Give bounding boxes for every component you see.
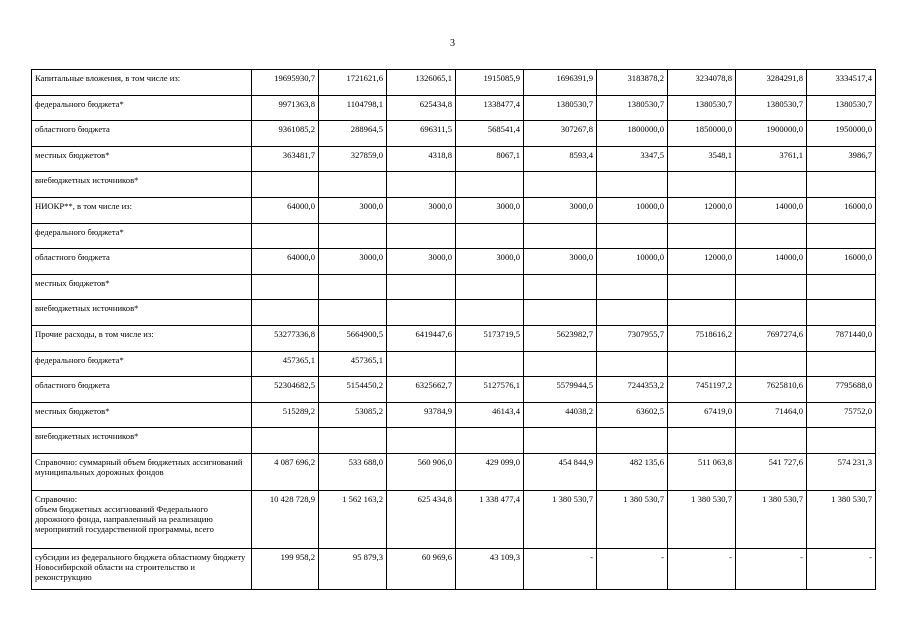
value-cell: 560 906,0	[387, 453, 456, 490]
row-label: Капитальные вложения, в том числе из:	[32, 70, 252, 96]
value-cell: 568541,4	[456, 121, 524, 147]
value-cell: 574 231,3	[807, 453, 876, 490]
row-label: областного бюджета	[32, 377, 252, 403]
value-cell: 14000,0	[736, 249, 807, 275]
value-cell: -	[668, 548, 736, 589]
row-label: НИОКР**, в том числе из:	[32, 197, 252, 223]
value-cell: 696311,5	[387, 121, 456, 147]
value-cell	[736, 223, 807, 249]
value-cell: 1338477,4	[456, 95, 524, 121]
value-cell	[456, 351, 524, 377]
table-row	[32, 402, 876, 428]
value-cell: 511 063,8	[668, 453, 736, 490]
value-cell	[252, 172, 319, 198]
value-cell: 7244353,2	[597, 377, 668, 403]
budget-table	[31, 69, 876, 590]
value-cell: 4 087 696,2	[252, 453, 319, 490]
value-cell	[252, 428, 319, 454]
row-label: федерального бюджета*	[32, 223, 252, 249]
value-cell: 7518616,2	[668, 325, 736, 351]
value-cell: -	[524, 548, 597, 589]
value-cell: 5579944,5	[524, 377, 597, 403]
value-cell: 1 338 477,4	[456, 490, 524, 548]
value-cell: 3334517,4	[807, 70, 876, 96]
value-cell	[668, 428, 736, 454]
row-label: внебюджетных источников*	[32, 300, 252, 326]
value-cell: 199 958,2	[252, 548, 319, 589]
value-cell	[807, 351, 876, 377]
value-cell: 1850000,0	[668, 121, 736, 147]
value-cell: 533 688,0	[319, 453, 387, 490]
value-cell	[736, 274, 807, 300]
value-cell	[456, 428, 524, 454]
value-cell: 3347,5	[597, 146, 668, 172]
row-label: Справочно: суммарный объем бюджетных ассигнований муниципальных дорожных фондов	[32, 453, 252, 490]
value-cell	[387, 172, 456, 198]
value-cell: 10 428 728,9	[252, 490, 319, 548]
value-cell: 1 380 530,7	[736, 490, 807, 548]
value-cell: 5154450,2	[319, 377, 387, 403]
value-cell: 1800000,0	[597, 121, 668, 147]
value-cell	[807, 274, 876, 300]
table-row	[32, 249, 876, 275]
value-cell	[456, 172, 524, 198]
page-number: 3	[450, 38, 455, 49]
value-cell: 5623982,7	[524, 325, 597, 351]
value-cell: 515289,2	[252, 402, 319, 428]
table-row	[32, 377, 876, 403]
table-row	[32, 428, 876, 454]
value-cell: 541 727,6	[736, 453, 807, 490]
value-cell: 8067,1	[456, 146, 524, 172]
value-cell: 10000,0	[597, 197, 668, 223]
value-cell: 93784,9	[387, 402, 456, 428]
value-cell: 457365,1	[319, 351, 387, 377]
value-cell	[387, 300, 456, 326]
table-row	[32, 121, 876, 147]
value-cell	[524, 428, 597, 454]
value-cell: 1 562 163,2	[319, 490, 387, 548]
value-cell: 7451197,2	[668, 377, 736, 403]
value-cell: 6325662,7	[387, 377, 456, 403]
table-row	[32, 146, 876, 172]
value-cell	[807, 223, 876, 249]
value-cell	[597, 351, 668, 377]
table-row	[32, 197, 876, 223]
table-row	[32, 172, 876, 198]
table-row	[32, 95, 876, 121]
row-label: Прочие расходы, в том числе из:	[32, 325, 252, 351]
value-cell: 1380530,7	[668, 95, 736, 121]
value-cell: 327859,0	[319, 146, 387, 172]
value-cell	[456, 274, 524, 300]
value-cell	[387, 351, 456, 377]
value-cell	[524, 300, 597, 326]
value-cell: 60 969,6	[387, 548, 456, 589]
value-cell: 1380530,7	[524, 95, 597, 121]
value-cell: 44038,2	[524, 402, 597, 428]
value-cell: 3986,7	[807, 146, 876, 172]
value-cell: 5664900,5	[319, 325, 387, 351]
table-row	[32, 223, 876, 249]
value-cell: 64000,0	[252, 197, 319, 223]
value-cell: 53277336,8	[252, 325, 319, 351]
value-cell: 71464,0	[736, 402, 807, 428]
value-cell: 5127576,1	[456, 377, 524, 403]
value-cell	[807, 300, 876, 326]
value-cell: 7795688,0	[807, 377, 876, 403]
value-cell: 1721621,6	[319, 70, 387, 96]
value-cell: 7871440,0	[807, 325, 876, 351]
value-cell: 16000,0	[807, 249, 876, 275]
value-cell: 4318,8	[387, 146, 456, 172]
value-cell	[597, 300, 668, 326]
value-cell: 1326065,1	[387, 70, 456, 96]
table-row	[32, 325, 876, 351]
value-cell: 43 109,3	[456, 548, 524, 589]
value-cell	[387, 223, 456, 249]
value-cell: 3000,0	[456, 249, 524, 275]
value-cell: 52304682,5	[252, 377, 319, 403]
value-cell: 3000,0	[387, 249, 456, 275]
value-cell	[736, 172, 807, 198]
row-label: местных бюджетов*	[32, 146, 252, 172]
row-label: областного бюджета	[32, 121, 252, 147]
table-row	[32, 351, 876, 377]
value-cell	[319, 300, 387, 326]
value-cell: 1696391,9	[524, 70, 597, 96]
value-cell: 3000,0	[524, 197, 597, 223]
row-label: местных бюджетов*	[32, 274, 252, 300]
value-cell	[524, 223, 597, 249]
table-row	[32, 453, 876, 490]
value-cell: 3000,0	[524, 249, 597, 275]
value-cell	[736, 351, 807, 377]
value-cell	[456, 300, 524, 326]
value-cell: -	[736, 548, 807, 589]
value-cell: 5173719,5	[456, 325, 524, 351]
row-label: субсидии из федерального бюджета областному бюджету Новосибирской области на строительство и реконструкцию	[32, 548, 252, 589]
value-cell: 9361085,2	[252, 121, 319, 147]
value-cell	[736, 300, 807, 326]
value-cell	[524, 274, 597, 300]
value-cell: 3000,0	[319, 249, 387, 275]
row-label: федерального бюджета*	[32, 95, 252, 121]
value-cell: 95 879,3	[319, 548, 387, 589]
row-label: Справочно: объем бюджетных ассигнований Федерального дорожного фонда, направленный на реализацию мероприятий государственной программы, всего	[32, 490, 252, 548]
value-cell: 457365,1	[252, 351, 319, 377]
value-cell: 12000,0	[668, 197, 736, 223]
value-cell	[524, 172, 597, 198]
value-cell: 9971363,8	[252, 95, 319, 121]
value-cell: 1900000,0	[736, 121, 807, 147]
value-cell: 53085,2	[319, 402, 387, 428]
value-cell: 67419,0	[668, 402, 736, 428]
value-cell: 1 380 530,7	[524, 490, 597, 548]
value-cell	[524, 351, 597, 377]
value-cell: 288964,5	[319, 121, 387, 147]
value-cell: 75752,0	[807, 402, 876, 428]
row-label: областного бюджета	[32, 249, 252, 275]
value-cell: 625434,8	[387, 95, 456, 121]
value-cell: 7697274,6	[736, 325, 807, 351]
value-cell	[668, 300, 736, 326]
value-cell: 1380530,7	[807, 95, 876, 121]
value-cell	[597, 428, 668, 454]
value-cell: 3234078,8	[668, 70, 736, 96]
value-cell: 64000,0	[252, 249, 319, 275]
value-cell	[597, 223, 668, 249]
value-cell: 1380530,7	[736, 95, 807, 121]
row-label: внебюджетных источников*	[32, 172, 252, 198]
table-row	[32, 300, 876, 326]
value-cell: 1 380 530,7	[668, 490, 736, 548]
value-cell: 7307955,7	[597, 325, 668, 351]
value-cell	[668, 274, 736, 300]
value-cell	[807, 172, 876, 198]
value-cell	[668, 223, 736, 249]
value-cell: 12000,0	[668, 249, 736, 275]
value-cell	[252, 274, 319, 300]
value-cell	[668, 172, 736, 198]
value-cell: 307267,8	[524, 121, 597, 147]
row-label: федерального бюджета*	[32, 351, 252, 377]
value-cell: 10000,0	[597, 249, 668, 275]
value-cell: 1915085,9	[456, 70, 524, 96]
value-cell	[597, 274, 668, 300]
value-cell: 454 844,9	[524, 453, 597, 490]
value-cell	[319, 172, 387, 198]
value-cell: 3284291,8	[736, 70, 807, 96]
value-cell	[807, 428, 876, 454]
value-cell: 16000,0	[807, 197, 876, 223]
value-cell	[319, 428, 387, 454]
value-cell: 3000,0	[387, 197, 456, 223]
value-cell: 14000,0	[736, 197, 807, 223]
value-cell: 1104798,1	[319, 95, 387, 121]
value-cell	[597, 172, 668, 198]
table-row	[32, 548, 876, 589]
value-cell: 3183878,2	[597, 70, 668, 96]
value-cell	[319, 223, 387, 249]
value-cell: -	[597, 548, 668, 589]
value-cell	[319, 274, 387, 300]
value-cell: 1 380 530,7	[597, 490, 668, 548]
value-cell: 1380530,7	[597, 95, 668, 121]
value-cell	[668, 351, 736, 377]
value-cell	[387, 274, 456, 300]
value-cell: 3548,1	[668, 146, 736, 172]
value-cell: 19695930,7	[252, 70, 319, 96]
value-cell	[456, 223, 524, 249]
value-cell	[387, 428, 456, 454]
value-cell	[736, 428, 807, 454]
value-cell: 7625810,6	[736, 377, 807, 403]
value-cell: 429 099,0	[456, 453, 524, 490]
value-cell	[252, 223, 319, 249]
value-cell: 3761,1	[736, 146, 807, 172]
value-cell: 6419447,6	[387, 325, 456, 351]
value-cell: 63602,5	[597, 402, 668, 428]
value-cell: 8593,4	[524, 146, 597, 172]
value-cell: -	[807, 548, 876, 589]
row-label: местных бюджетов*	[32, 402, 252, 428]
value-cell: 625 434,8	[387, 490, 456, 548]
value-cell: 1950000,0	[807, 121, 876, 147]
value-cell	[252, 300, 319, 326]
value-cell: 3000,0	[456, 197, 524, 223]
table-row	[32, 274, 876, 300]
value-cell: 46143,4	[456, 402, 524, 428]
value-cell: 363481,7	[252, 146, 319, 172]
table-row	[32, 70, 876, 96]
value-cell: 482 135,6	[597, 453, 668, 490]
table-row	[32, 490, 876, 548]
value-cell: 3000,0	[319, 197, 387, 223]
row-label: внебюджетных источников*	[32, 428, 252, 454]
value-cell: 1 380 530,7	[807, 490, 876, 548]
